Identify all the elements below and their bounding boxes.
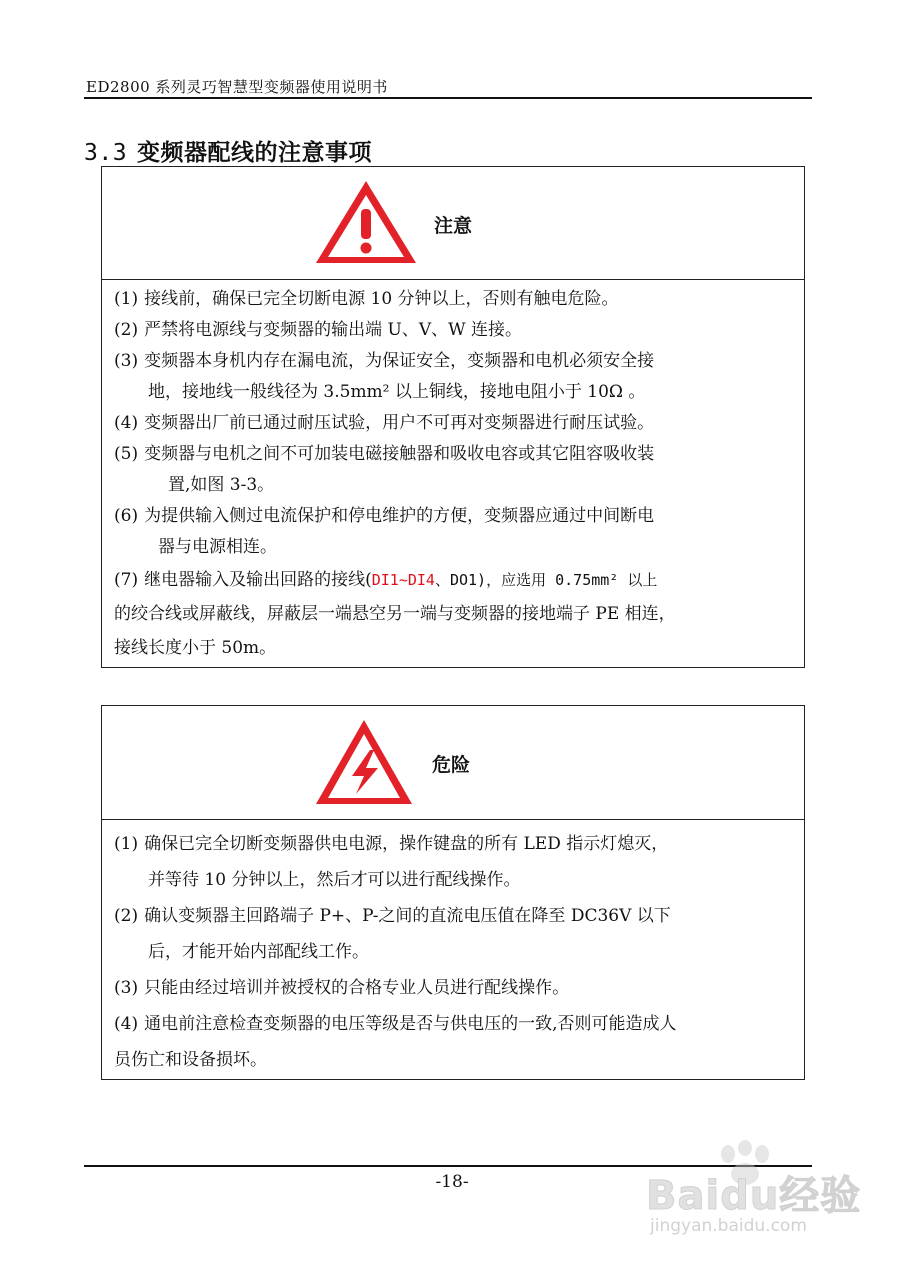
danger-item-3: (3) 只能由经过培训并被授权的合格专业人员进行配线操作。 [114, 978, 570, 998]
section-heading [84, 134, 372, 167]
watermark-url: jingyan.baidu.com [650, 1216, 807, 1236]
danger-item-1: (1) 确保已完全切断变频器供电电源，操作键盘的所有 LED 指示灯熄灭， 并等待 10 分钟以上，然后才可以进行配线操作。 [114, 834, 669, 890]
notice-box-header [102, 167, 804, 280]
watermark-brand: Baidu经验 [646, 1173, 862, 1219]
notice-title: 注意 [434, 215, 473, 237]
high-voltage-icon [312, 716, 416, 808]
notice-item-5: (5) 变频器与电机之间不可加装电磁接触器和吸收电容或其它阻容吸收装 置,如图 3-3。 [114, 444, 655, 495]
notice-item-3: (3) 变频器本身机内存在漏电流，为保证安全，变频器和电机必须安全接 地，接地线一般线径为 3.5mm² 以上铜线，接地电阻小于 10Ω 。 [114, 351, 655, 402]
notice-item-6: (6) 为提供输入侧过电流保护和停电维护的方便，变频器应通过中间断电 器与电源相连。 [114, 506, 655, 557]
page-number: -18- [435, 1172, 469, 1192]
danger-item-2: (2) 确认变频器主回路端子 P+、P-之间的直流电压值在降至 DC36V 以下 后，才能开始内部配线工作。 [114, 906, 671, 962]
danger-box [101, 705, 805, 1080]
notice-item-2: (2) 严禁将电源线与变频器的输出端 U、V、W 连接。 [114, 320, 522, 340]
notice-item-1: (1) 接线前，确保已完全切断电源 10 分钟以上，否则有触电危险。 [114, 289, 619, 309]
danger-title: 危险 [432, 754, 471, 776]
warning-exclamation-icon [312, 177, 420, 267]
notice-list [102, 280, 804, 665]
notice-item-4: (4) 变频器出厂前已通过耐压试验，用户不可再对变频器进行耐压试验。 [114, 413, 655, 433]
section-number: 3.3 [84, 140, 128, 166]
di-terminal-range: DI1~DI4 [371, 571, 435, 589]
document-header-title: ED2800 系列灵巧智慧型变频器使用说明书 [86, 78, 388, 96]
danger-box-header [102, 706, 804, 820]
notice-item-7: (7) 继电器输入及输出回路的接线(DI1~DI4、DO1)，应选用 0.75mm² 以上 的绞合线或屏蔽线，屏蔽层一端悬空另一端与变频器的接地端子 PE 相连， 接线长度小于 50m。 [114, 570, 676, 658]
danger-item-4: (4) 通电前注意检查变频器的电压等级是否与供电压的一致,否则可能造成人 员伤亡和设备损坏。 [114, 1014, 677, 1070]
baidu-watermark [640, 1140, 872, 1250]
notice-box [101, 166, 805, 668]
section-title: 变频器配线的注意事项 [137, 139, 373, 166]
header-divider [84, 97, 812, 99]
danger-list [102, 820, 804, 1078]
